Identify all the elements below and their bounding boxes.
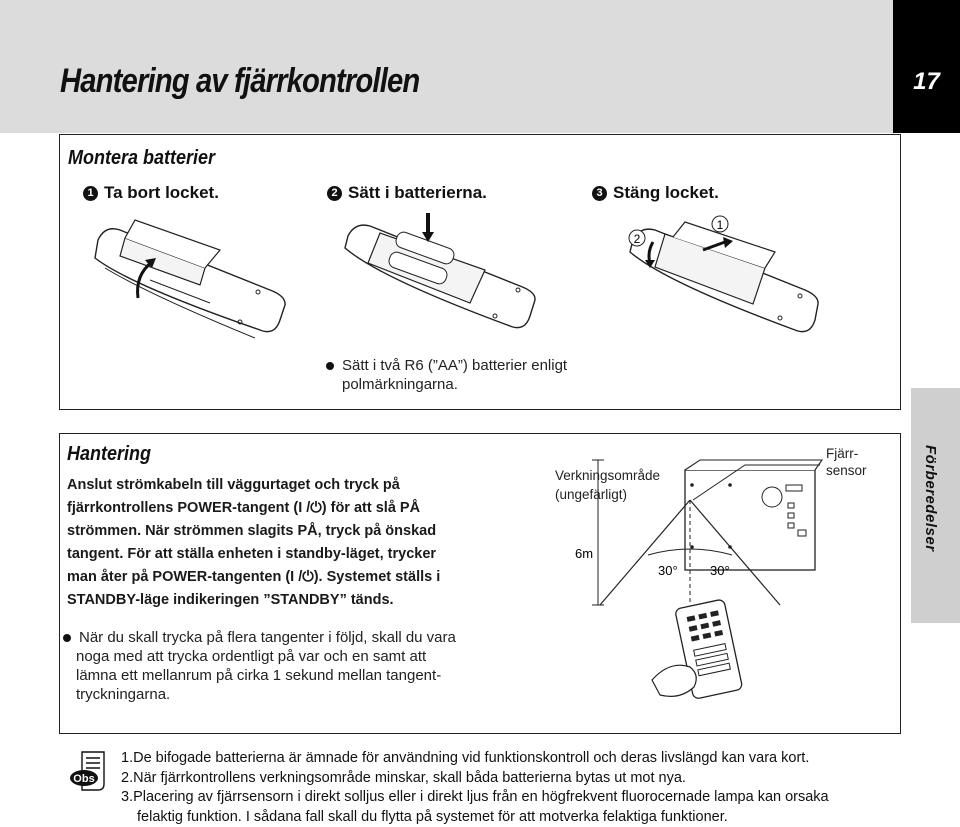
close-cover-illustration [625, 212, 820, 357]
sensor-label-line1: Fjärr- [826, 445, 867, 462]
note-item: 1.De bifogade batterierna är ämnade för användning vid funktionskontroll och deras livslängd kan vara kort. [121, 749, 911, 769]
step-2 [327, 183, 487, 203]
hantering-bullet-line: tryckningarna. [63, 685, 483, 704]
obs-icon-label: Obs [73, 773, 94, 785]
bullet-dot [63, 634, 71, 642]
callout-2: 2 [634, 232, 641, 246]
range-label-line2: (ungefärligt) [555, 485, 660, 504]
hantering-line: Anslut strömkabeln till väggurtaget och tryck på [67, 474, 470, 497]
notes-list [121, 749, 911, 827]
step-label: Stäng locket. [613, 183, 719, 203]
batteries-bullet-line2: polmärkningarna. [326, 376, 458, 393]
step-label: Ta bort locket. [104, 183, 219, 203]
distance-label: 6m [575, 546, 593, 561]
hantering-title: Hantering [67, 443, 151, 466]
batteries-bullet [326, 356, 567, 394]
step-3 [592, 183, 719, 203]
step-number: 2 [327, 186, 342, 201]
step-number: 3 [592, 186, 607, 201]
hantering-bullet [63, 628, 483, 704]
angle-left-label: 30° [658, 563, 678, 578]
hantering-line: STANDBY-läge indikeringen ”STANDBY” tänds. [67, 589, 470, 612]
hantering-bullet-line: lämna ett mellanrum på cirka 1 sekund mellan tangent- [63, 666, 483, 685]
note-item: 3.Placering av fjärrsensorn i direkt solljus eller i direkt ljus från en högfrekvent fluorocernade lampa kan orsaka [121, 788, 911, 808]
sensor-label-line2: sensor [826, 462, 867, 479]
batteries-title: Montera batterier [68, 147, 215, 170]
hantering-line: strömmen. När strömmen slagits PÅ, tryck på önskad [67, 520, 470, 543]
remote-cover-removal-illustration [90, 210, 290, 355]
step-label: Sätt i batterierna. [348, 183, 487, 203]
range-label-line1: Verkningsområde [555, 466, 660, 485]
hantering-line: fjärrkontrollens POWER-tangent (I /⏻) för att slå PÅ [67, 497, 470, 520]
step-1 [83, 183, 219, 203]
side-tab-label: Förberedelser [922, 445, 939, 552]
page-number-tab [893, 0, 960, 133]
hantering-line: tangent. För att ställa enheten i standby-läget, trycker [67, 543, 470, 566]
hantering-bullet-line: När du skall trycka på flera tangenter i följd, skall du vara [79, 629, 456, 646]
bullet-dot [326, 362, 334, 370]
angle-right-label: 30° [710, 563, 730, 578]
step-number: 1 [83, 186, 98, 201]
insert-batteries-illustration [340, 208, 540, 353]
page-number: 17 [893, 68, 960, 96]
note-item-continuation: felaktig funktion. I sådana fall skall du flytta på systemet för att motverka felaktiga funktioner. [121, 808, 911, 827]
hantering-bullet-line: noga med att trycka ordentligt på var och en samt att [63, 647, 483, 666]
hantering-line: man åter på POWER-tangenten (I /⏻). Systemet ställs i [67, 566, 470, 589]
obs-note-icon [68, 748, 112, 794]
callout-1: 1 [717, 218, 724, 232]
page-title: Hantering av fjärrkontrollen [60, 62, 419, 101]
remote-range-diagram [560, 455, 825, 715]
batteries-bullet-line1: Sätt i två R6 (”AA”) batterier enligt [342, 357, 567, 374]
note-item: 2.När fjärrkontrollens verkningsområde minskar, skall båda batterierna bytas ut mot nya. [121, 769, 911, 789]
hantering-body [67, 474, 470, 612]
sensor-label [826, 445, 867, 479]
